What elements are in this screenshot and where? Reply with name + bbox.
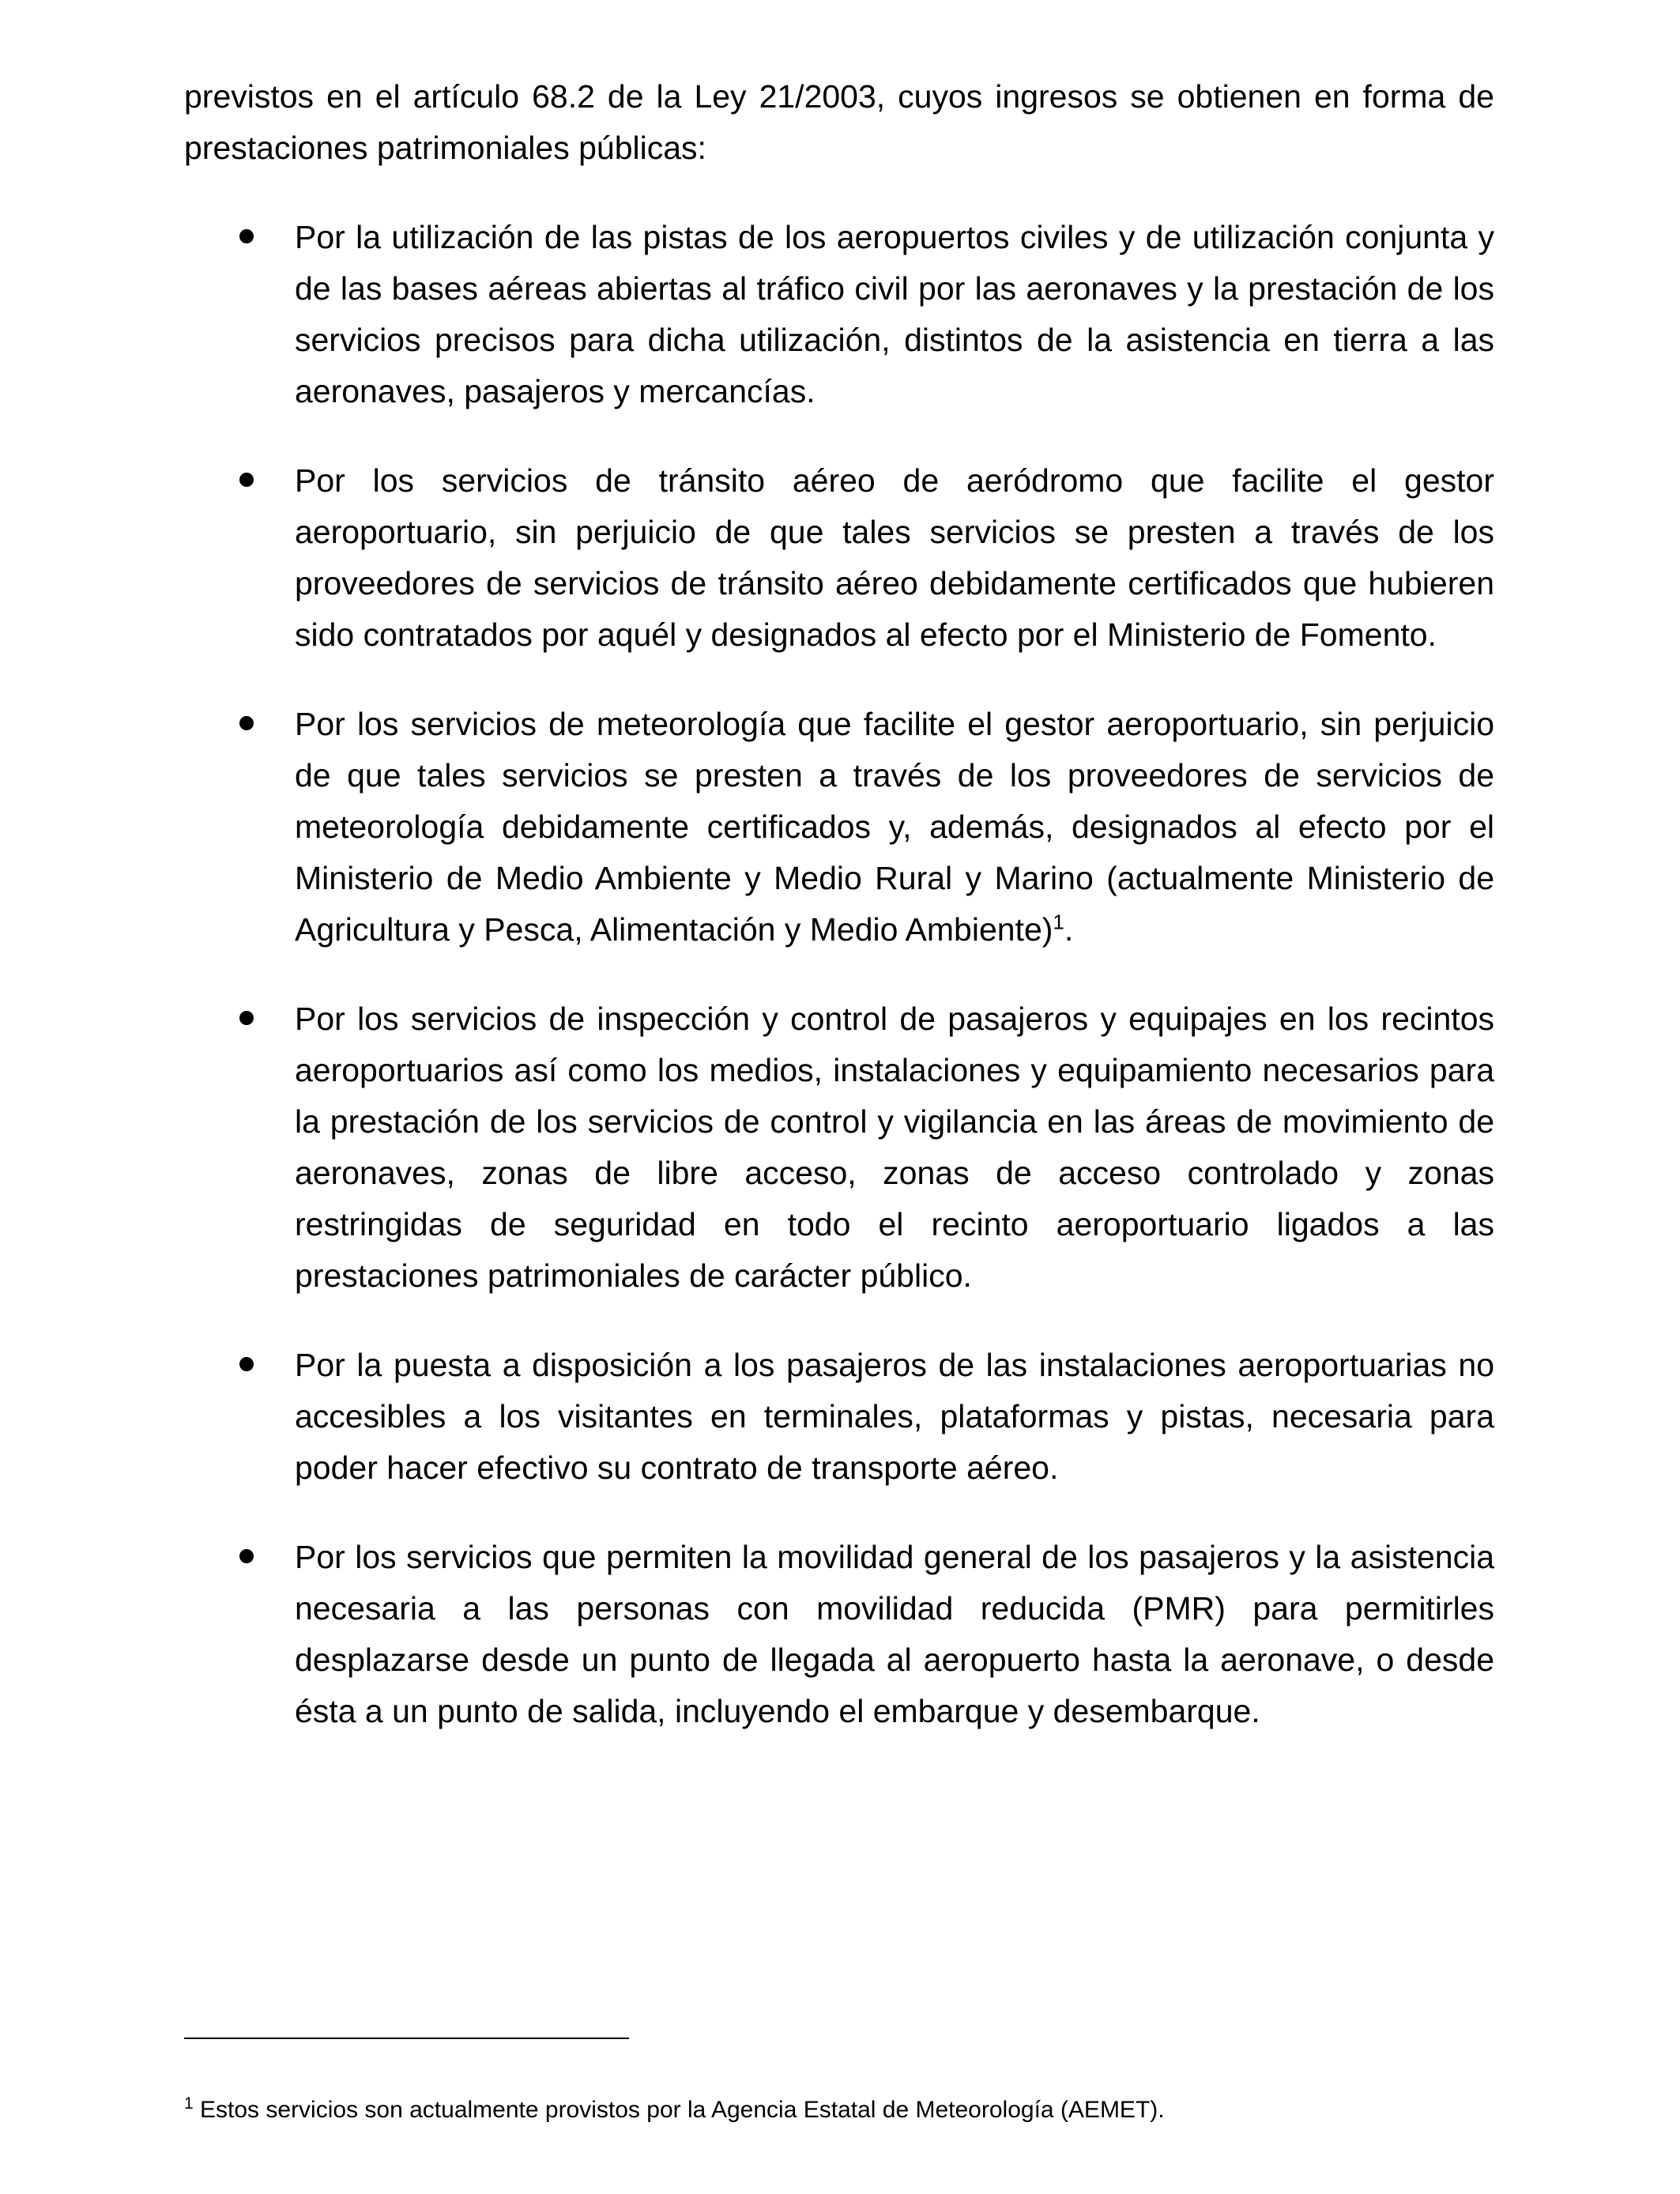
bullet-text: Por la utilización de las pistas de los aeropuertos civiles y de utilización conjunta y de las bases aéreas abiertas al tráfico civil por las aeronaves y la prestación de los servicios precisos para dicha utilización, distintos de la asistencia en tierra a las aeronaves, pasajeros y mercancías. bbox=[295, 219, 1494, 409]
bullet-text: Por los servicios que permiten la movilidad general de los pasajeros y la asistencia necesaria a las personas con movilidad reducida (PMR) para permitirles desplazarse desde un punto de llegada al aeropuerto hasta la aeronave, o desde ésta a un punto de salida, incluyendo el embarque y desembarque. bbox=[295, 1539, 1494, 1729]
bullet-icon bbox=[239, 1011, 254, 1025]
footnote-number: 1 bbox=[184, 2094, 194, 2113]
bullet-icon bbox=[239, 716, 254, 730]
bullet-item-mobility bbox=[184, 1532, 1494, 1737]
bullet-item-meteorology bbox=[184, 699, 1494, 956]
footnote-separator bbox=[184, 2038, 629, 2039]
intro-paragraph: previstos en el artículo 68.2 de la Ley 21/2003, cuyos ingresos se obtienen en forma de prestaciones patrimoniales públicas: bbox=[184, 78, 1494, 166]
bullet-item-facilities bbox=[184, 1340, 1494, 1494]
bullet-icon bbox=[239, 473, 254, 487]
bullet-item-runways bbox=[184, 212, 1494, 417]
footnote bbox=[184, 2094, 1494, 2126]
bullet-item-inspection bbox=[184, 993, 1494, 1302]
document-body bbox=[184, 71, 1494, 1737]
bullet-text: Por los servicios de meteorología que facilite el gestor aeroportuario, sin perjuicio de que tales servicios se presten a través de los proveedores de servicios de meteorología debidamente certificados y, además, designados al efecto por el Ministerio de Medio Ambiente y Medio Rural y Marino (actualmente Ministerio de Agricultura y Pesca, Alimentación y Medio Ambiente) bbox=[295, 706, 1494, 948]
footnote-text: Estos servicios son actualmente provistos por la Agencia Estatal de Meteorología (AEMET). bbox=[193, 2097, 1165, 2123]
bullet-icon bbox=[239, 1357, 254, 1371]
bullet-list bbox=[184, 212, 1494, 1737]
footnote-reference[interactable]: 1 bbox=[1053, 910, 1064, 934]
bullet-text: Por la puesta a disposición a los pasajeros de las instalaciones aeroportuarias no accesibles a los visitantes en terminales, plataformas y pistas, necesaria para poder hacer efectivo su contrato de transporte aéreo. bbox=[295, 1347, 1494, 1486]
bullet-text: Por los servicios de tránsito aéreo de aeródromo que facilite el gestor aeroportuario, sin perjuicio de que tales servicios se presten a través de los proveedores de servicios de tránsito aéreo debidamente certificados que hubieren sido contratados por aquél y designados al efecto por el Ministerio de Fomento. bbox=[295, 462, 1494, 653]
bullet-icon bbox=[239, 229, 254, 243]
bullet-text: Por los servicios de inspección y control de pasajeros y equipajes en los recintos aeroportuarios así como los medios, instalaciones y equipamiento necesarios para la prestación de los servicios de control y vigilancia en las áreas de movimiento de aeronaves, zonas de libre acceso, zonas de acceso controlado y zonas restringidas de seguridad en todo el recinto aeroportuario ligados a las prestaciones patrimoniales de carácter público. bbox=[295, 1001, 1494, 1294]
bullet-text-suffix: . bbox=[1064, 911, 1074, 948]
bullet-item-air-traffic bbox=[184, 455, 1494, 661]
bullet-icon bbox=[239, 1549, 254, 1563]
